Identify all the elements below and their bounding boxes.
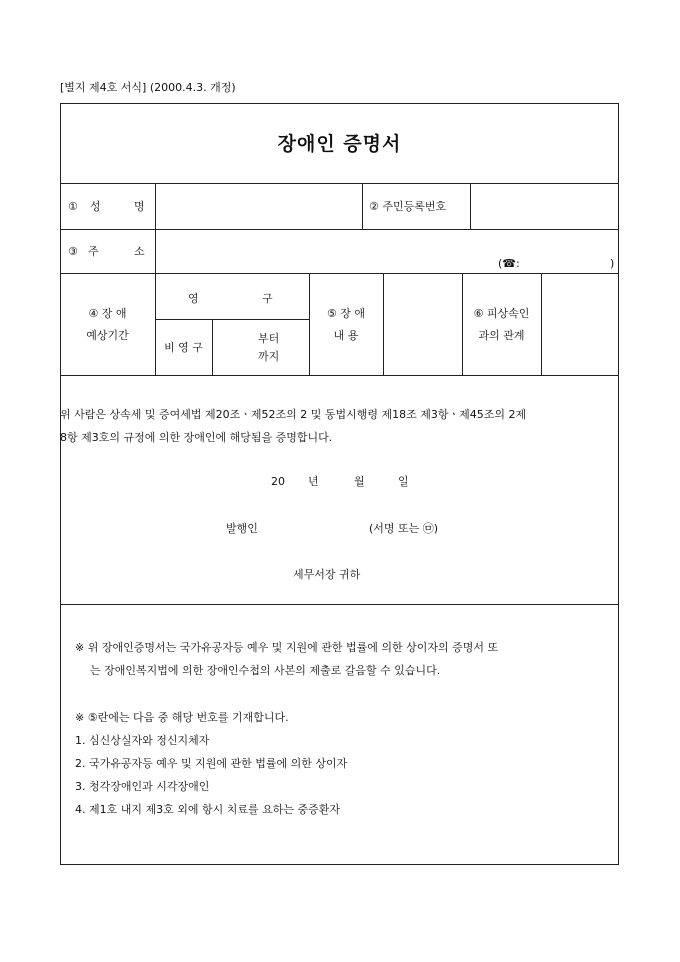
phone-close: ) xyxy=(610,257,615,270)
certification-line2: 8항 제3호의 규정에 의한 장애인에 해당됨을 증명합니다. xyxy=(60,431,333,444)
note-list-item: 3. 청각장애인과 시각장애인 xyxy=(75,780,210,793)
issuer-label: 발행인 xyxy=(226,522,258,535)
until-label: 까지 xyxy=(258,350,280,363)
nonpermanent-label: 비 영 구 xyxy=(164,341,203,354)
note2-title: ※ ⑤란에는 다음 중 해당 번호를 기재합니다. xyxy=(75,711,289,724)
note-list-item: 4. 제1호 내지 제3호 외에 항시 치료를 요하는 중증환자 xyxy=(75,803,340,816)
phone-label: (☎: xyxy=(498,257,520,270)
relation-label-line2: 과의 관계 xyxy=(478,329,525,342)
form-header: [별지 제4호 서식] (2000.4.3. 개정) xyxy=(60,81,236,94)
document-title: 장애인 증명서 xyxy=(277,133,402,155)
name-label-num: ① xyxy=(68,200,78,213)
date-year-label: 년 xyxy=(308,475,319,488)
date-month-label: 월 xyxy=(354,475,365,488)
disability-content-field[interactable] xyxy=(384,274,462,375)
permanent-label-b: 구 xyxy=(262,292,273,305)
address-label-a: 주 xyxy=(88,245,99,258)
note-list-item: 1. 심신상실자와 정신지체자 xyxy=(75,734,210,747)
date-century: 20 xyxy=(271,475,285,488)
note-list-item: 2. 국가유공자등 예우 및 지원에 관한 법률에 의한 상이자 xyxy=(75,757,348,770)
certification-line1: 위 사람은 상속세 및 증여세법 제20조ㆍ제52조의 2 및 동법시행령 제18조 제3항ㆍ제45조의 2제 xyxy=(60,408,527,421)
from-label: 부터 xyxy=(258,332,280,345)
address-field[interactable] xyxy=(156,230,617,273)
relation-label-line1: ⑥ 피상속인 xyxy=(473,307,530,320)
address-label-b: 소 xyxy=(134,245,145,258)
content-label-line1: ⑤ 장 애 xyxy=(326,307,366,320)
date-day-label: 일 xyxy=(398,475,409,488)
registration-number-label: ② 주민등록번호 xyxy=(369,200,447,213)
permanent-label-a: 영 xyxy=(188,292,199,305)
note1-line1: ※ 위 장애인증명서는 국가유공자등 예우 및 지원에 관한 법률에 의한 상이자의 증명서 또 xyxy=(75,641,499,654)
address-label-num: ③ xyxy=(68,245,78,258)
period-label-line1: ④ 장 애 xyxy=(88,307,127,320)
note1-line2: 는 장애인복지법에 의한 장애인수첩의 사본의 제출로 갈음할 수 있습니다. xyxy=(90,664,441,677)
registration-number-field[interactable] xyxy=(471,184,617,229)
name-label-a: 성 xyxy=(90,200,101,213)
relation-field[interactable] xyxy=(542,274,617,375)
addressee: 세무서장 귀하 xyxy=(293,568,361,581)
name-label-b: 명 xyxy=(134,200,145,213)
name-field[interactable] xyxy=(156,184,362,229)
period-label-line2: 예상기간 xyxy=(86,329,129,342)
signature-label: (서명 또는 ㉤) xyxy=(369,522,439,535)
content-label-line2: 내 용 xyxy=(333,329,359,342)
